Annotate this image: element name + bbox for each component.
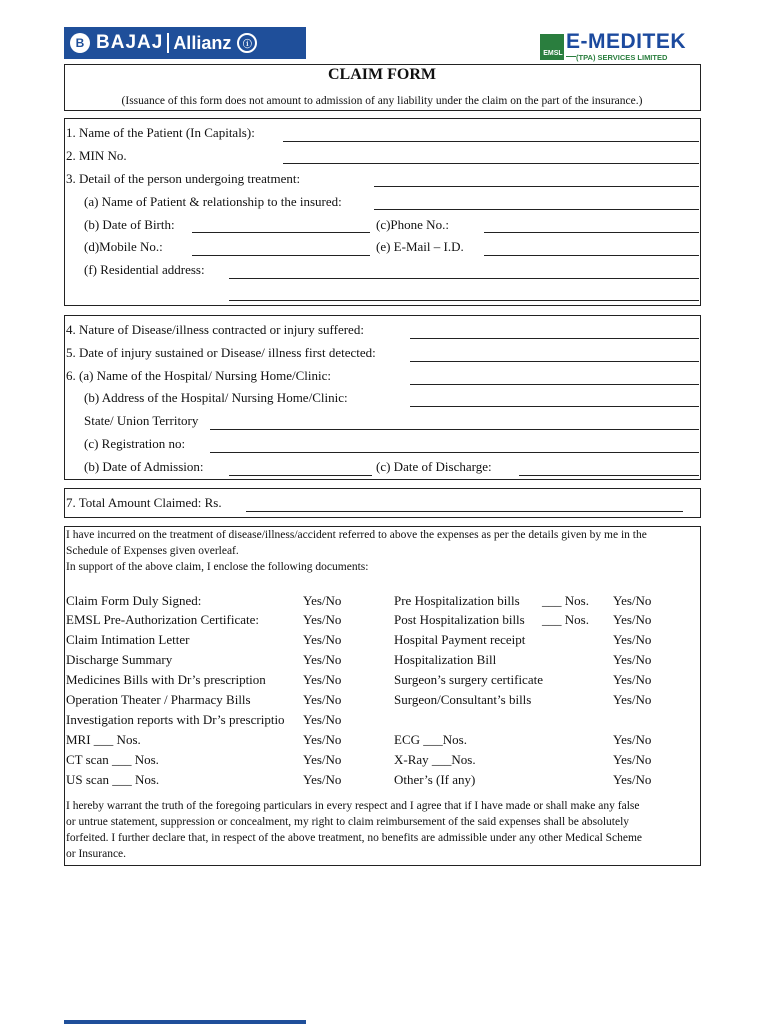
admission-label: (b) Date of Admission: xyxy=(84,459,204,474)
document-item-label: EMSL Pre-Authorization Certificate: xyxy=(66,612,260,627)
state-field[interactable] xyxy=(210,429,699,430)
person-detail-field[interactable] xyxy=(374,186,699,187)
document-item-label: Surgeon’s surgery certificate xyxy=(394,672,543,687)
state-label: State/ Union Territory xyxy=(84,413,199,428)
person-detail-label: 3. Detail of the person undergoing treatment: xyxy=(66,171,301,186)
document-item-yes-no[interactable]: Yes/No xyxy=(613,672,652,687)
document-item-label: Hospitalization Bill xyxy=(394,652,497,667)
document-item-label: Surgeon/Consultant’s bills xyxy=(394,692,532,707)
min-no-label: 2. MIN No. xyxy=(66,148,127,163)
document-item-label: Claim Form Duly Signed: xyxy=(66,593,202,608)
hospital-address-field[interactable] xyxy=(410,406,699,407)
declaration-line-3: forfeited. I further declare that, in respect of the above treatment, no benefits are admissible under any other Medical Scheme xyxy=(66,832,643,844)
document-item-yes-no[interactable]: Yes/No xyxy=(303,652,342,667)
emeditek-brand: E-MEDITEK xyxy=(566,30,686,53)
emeditek-subtitle: (TPA) SERVICES LIMITED xyxy=(576,53,668,62)
intro-line-2: Schedule of Expenses given overleaf. xyxy=(66,545,239,557)
intro-line-1: I have incurred on the treatment of disease/illness/accident referred to above the expenses as per the details given by me in the xyxy=(66,529,647,541)
document-item-label: CT scan ___ Nos. xyxy=(66,752,159,767)
mobile-label: (d)Mobile No.: xyxy=(84,239,163,254)
min-no-field[interactable] xyxy=(283,163,699,164)
discharge-label: (c) Date of Discharge: xyxy=(376,459,492,474)
intro-line-3: In support of the above claim, I enclose the following documents: xyxy=(66,561,369,573)
disease-label: 4. Nature of Disease/illness contracted or injury suffered: xyxy=(66,322,364,337)
document-item-label: Discharge Summary xyxy=(66,652,173,667)
hospital-address-label: (b) Address of the Hospital/ Nursing Home/Clinic: xyxy=(84,390,348,405)
hospital-name-label: 6. (a) Name of the Hospital/ Nursing Home/Clinic: xyxy=(66,368,332,383)
document-item-yes-no[interactable]: Yes/No xyxy=(303,612,342,627)
document-item-yes-no[interactable]: Yes/No xyxy=(613,632,652,647)
phone-label: (c)Phone No.: xyxy=(376,217,449,232)
document-item-yes-no[interactable]: Yes/No xyxy=(303,752,342,767)
email-field[interactable] xyxy=(484,255,699,256)
allianz-mark-icon: ⓘ xyxy=(237,33,257,53)
email-label: (e) E-Mail – I.D. xyxy=(376,239,464,254)
document-item-yes-no[interactable]: Yes/No xyxy=(613,612,652,627)
bajaj-allianz-logo xyxy=(64,27,306,59)
patient-name-field[interactable] xyxy=(283,141,699,142)
patient-name-label: 1. Name of the Patient (In Capitals): xyxy=(66,125,255,140)
document-item-yes-no[interactable]: Yes/No xyxy=(613,752,652,767)
declaration-line-4: or Insurance. xyxy=(66,848,127,860)
address-label: (f) Residential address: xyxy=(84,262,205,277)
relationship-field[interactable] xyxy=(374,209,699,210)
document-item-label: Investigation reports with Dr’s prescriptio xyxy=(66,712,285,727)
document-item-yes-no[interactable]: Yes/No xyxy=(303,672,342,687)
document-item-label: Claim Intimation Letter xyxy=(66,632,190,647)
document-item-label: Hospital Payment receipt xyxy=(394,632,526,647)
page-title: CLAIM FORM xyxy=(328,66,436,83)
bajaj-mark-icon: B xyxy=(70,33,90,53)
phone-field[interactable] xyxy=(484,232,699,233)
declaration-line-2: or untrue statement, suppression or concealment, my right to claim reimbursement of the said expenses shall be absolutely xyxy=(66,816,630,828)
document-item-yes-no[interactable]: Yes/No xyxy=(303,732,342,747)
declaration-line-1: I hereby warrant the truth of the foregoing particulars in every respect and I agree that if I have made or shall make any false xyxy=(66,800,640,812)
document-item-label: Other’s (If any) xyxy=(394,772,476,787)
registration-label: (c) Registration no: xyxy=(84,436,186,451)
address-field-line-2[interactable] xyxy=(229,300,699,301)
document-item-count[interactable]: ___ Nos. xyxy=(542,593,589,608)
document-item-label: Operation Theater / Pharmacy Bills xyxy=(66,692,251,707)
discharge-field[interactable] xyxy=(519,475,699,476)
document-item-count[interactable]: ___ Nos. xyxy=(542,612,589,627)
document-item-yes-no[interactable]: Yes/No xyxy=(303,692,342,707)
dob-label: (b) Date of Birth: xyxy=(84,217,175,232)
total-amount-field[interactable] xyxy=(246,511,683,512)
dob-field[interactable] xyxy=(192,232,370,233)
emsl-label: EMSL xyxy=(543,50,563,57)
total-amount-label: 7. Total Amount Claimed: Rs. xyxy=(66,495,222,510)
relationship-label: (a) Name of Patient & relationship to the insured: xyxy=(84,194,342,209)
document-item-yes-no[interactable]: Yes/No xyxy=(613,652,652,667)
address-field-line-1[interactable] xyxy=(229,278,699,279)
document-item-label: X-Ray ___Nos. xyxy=(394,752,476,767)
footer-bar xyxy=(64,1020,306,1024)
injury-date-field[interactable] xyxy=(410,361,699,362)
document-item-yes-no[interactable]: Yes/No xyxy=(303,712,342,727)
document-item-yes-no[interactable]: Yes/No xyxy=(303,772,342,787)
logo-divider xyxy=(167,33,169,53)
injury-date-label: 5. Date of injury sustained or Disease/ illness first detected: xyxy=(66,345,376,360)
document-item-yes-no[interactable]: Yes/No xyxy=(613,692,652,707)
document-item-label: Post Hospitalization bills xyxy=(394,612,525,627)
document-item-yes-no[interactable]: Yes/No xyxy=(303,593,342,608)
document-item-label: Pre Hospitalization bills xyxy=(394,593,520,608)
mobile-field[interactable] xyxy=(192,255,370,256)
document-item-yes-no[interactable]: Yes/No xyxy=(613,732,652,747)
document-item-label: US scan ___ Nos. xyxy=(66,772,160,787)
admission-field[interactable] xyxy=(229,475,372,476)
disease-field[interactable] xyxy=(410,338,699,339)
allianz-brand: Allianz xyxy=(173,32,232,53)
page-subtitle: (Issuance of this form does not amount to admission of any liability under the claim on the part of the insurance.) xyxy=(121,95,643,107)
hospital-name-field[interactable] xyxy=(410,384,699,385)
bajaj-brand: BAJAJ xyxy=(96,32,164,53)
document-item-yes-no[interactable]: Yes/No xyxy=(303,632,342,647)
document-item-label: ECG ___Nos. xyxy=(394,732,467,747)
emeditek-rule xyxy=(566,56,576,57)
document-item-yes-no[interactable]: Yes/No xyxy=(613,593,652,608)
document-item-yes-no[interactable]: Yes/No xyxy=(613,772,652,787)
document-item-label: Medicines Bills with Dr’s prescription xyxy=(66,672,266,687)
registration-field[interactable] xyxy=(210,452,699,453)
document-item-label: MRI ___ Nos. xyxy=(66,732,141,747)
